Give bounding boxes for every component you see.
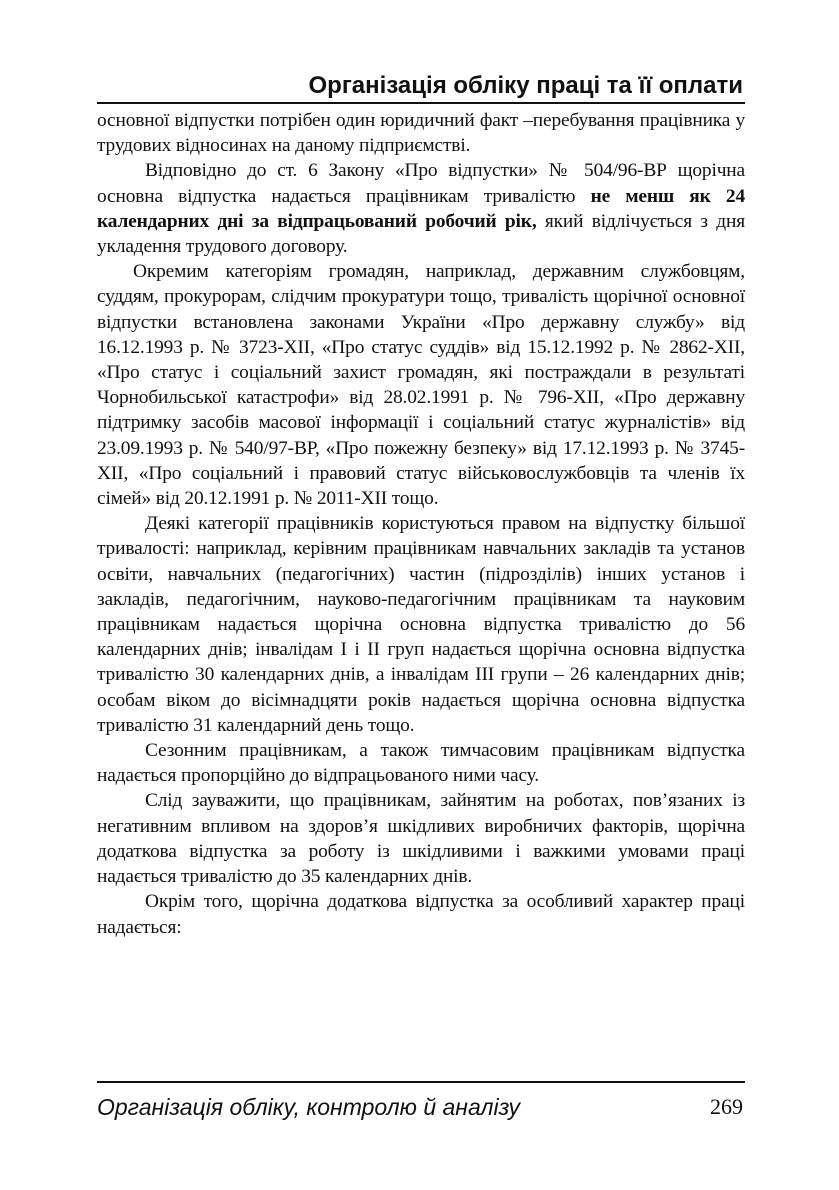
running-footer-title: Організація обліку, контролю й аналізу bbox=[97, 1094, 521, 1120]
running-header-title: Організація обліку праці та її оплати bbox=[308, 72, 743, 99]
footer-divider bbox=[97, 1081, 745, 1083]
paragraph-additional-vacation: Окрім того, щорічна додаткова відпустка за особливий характер праці надається: bbox=[97, 891, 745, 938]
paragraph-text: Відповідно до ст. 6 Закону «Про відпустки» № 504/96-ВР щорічна основна відпустка надається працівникам тривалістю bbox=[97, 160, 745, 207]
paragraph-bold-text: не менш як 24 календарних дні за відпрацьований робочий рік, bbox=[97, 185, 745, 232]
paragraph-special-categories: Окремим категоріям громадян, наприклад, державним службовцям, суддям, прокурорам, слідчим прокуратури тощо, тривалість щорічної основної відпустки встановлена законами України «Про державну службу» від 16.12.1993 р. № 3723-XII, «Про статус суддів» від 15.12.1992 р. № 2862-XII, «Про статус і соціальний захист громадян, які постраждали в результаті Чорнобильської катастрофи» від 28.02.1991 р. № 796-XII, «Про державну підтримку засобів масової інформації і соціальний статус журналістів» від 23.09.1993 р. № 540/97-ВР, «Про пожежну безпеку» від 17.12.1993 р. № 3745- XII, «Про соціальний і правовий статус військовослужбовців та членів їх сімей» від 20.12.1991 р. № 2011-XII тощо. bbox=[97, 261, 745, 510]
paragraph-vacation-law bbox=[97, 158, 745, 259]
paragraph-seasonal-workers: Сезонним працівникам, а також тимчасовим працівникам відпустка надається пропорційно до відпрацьованого ними часу. bbox=[97, 740, 745, 787]
paragraph-text: який відлічується з дня укладення трудового договору. bbox=[97, 210, 745, 258]
header-divider bbox=[97, 102, 745, 104]
page-body bbox=[97, 108, 745, 940]
page-number: 269 bbox=[710, 1094, 743, 1119]
paragraph-continuation: основної відпустки потрібен один юридичний факт –перебування працівника у трудових відносинах на даному підприємстві. bbox=[97, 110, 745, 157]
paragraph-longer-vacation: Деякі категорії працівників користуються правом на відпустку більшої тривалості: наприклад, керівним працівникам навчальних закладів та установ освіти, навчальних (педагогічних) частин (підрозділів) інших установ і закладів, педагогічним, науково-педагогічним працівникам та науковим працівникам надається щорічна основна відпустка тривалістю до 56 календарних днів; інвалідам I і II груп надається щорічна основна відпустка тривалістю 30 календарних днів, а інвалідам III групи – 26 календарних днів; особам віком до вісімнадцяти років надається щорічна основна відпустка тривалістю 31 календарний день тощо. bbox=[97, 513, 745, 736]
paragraph-harmful-conditions: Слід зауважити, що працівникам, зайнятим на роботах, пов’язаних із негативним впливом на здоров’я шкідливих виробничих факторів, щорічна додаткова відпустка за роботу із шкідливими і важкими умовами праці надається тривалістю до 35 календарних днів. bbox=[97, 790, 745, 888]
